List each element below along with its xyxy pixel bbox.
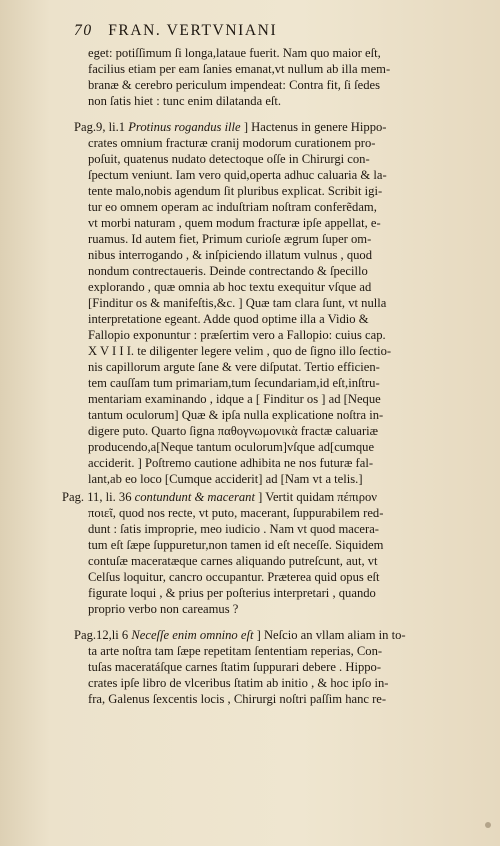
text-line	[88, 569, 380, 585]
text-line	[88, 521, 379, 537]
line-text: figurate loqui , & prius per poſterius interpretari , quando	[88, 586, 376, 600]
text-line	[88, 471, 363, 487]
line-text: facilius etiam per eam ſanies emanat,vt nullum ab illa mem-	[88, 62, 391, 76]
commentary-entry-start	[74, 627, 406, 643]
text-line	[88, 343, 391, 359]
text-line	[88, 183, 382, 199]
text-line	[88, 407, 383, 423]
running-title: FRAN. VERTVNIANI	[108, 22, 278, 39]
line-text: ta arte noſtra tam ſæpe repetitam ſententiam reperias, Con-	[88, 644, 383, 658]
lemma: Protinus rogandus ille	[128, 120, 241, 134]
line-text: tem cauſſam tum primariam,tum ſecundariam,id eſt,inſtru-	[88, 376, 380, 390]
text-line	[88, 45, 381, 61]
line-text: lant,ab eo loco [Cumque acciderit] ad [Nam vt a telis.]	[88, 472, 363, 486]
text-line	[88, 423, 378, 439]
line-text: digere puto. Quarto ſigna παθογνωμονικὰ fractæ caluariæ	[88, 424, 379, 438]
line-text: nibus interrogando , & inſpiciendo illatum vulnus , quod	[88, 248, 373, 262]
page-reference: Pag.9, li.1	[74, 120, 126, 134]
text-line	[88, 311, 369, 327]
text-line	[88, 375, 380, 391]
text-line	[88, 135, 375, 151]
text-line	[88, 151, 370, 167]
text-line	[88, 359, 380, 375]
line-text: Celſus loquitur, cancro occupantur. Præterea quid opus eſt	[88, 570, 380, 584]
line-text: proprio verbo non careamus ?	[88, 602, 239, 616]
lemma: contundunt & macerant	[134, 490, 255, 504]
text-line	[88, 537, 383, 553]
line-text: nis capillorum argute ſane & vere diſputat. Tertio efficien-	[88, 360, 380, 374]
line-text: tantum oculorum] Quæ & ipſa nulla explicatione noſtra in-	[88, 408, 384, 422]
text-line	[88, 93, 281, 109]
text-line	[88, 455, 373, 471]
text-line	[88, 659, 381, 675]
text-line	[88, 505, 383, 521]
line-text: explorando , quæ omnia ab hoc textu exequitur vſque ad	[88, 280, 372, 294]
page-reference: Pag. 11, li. 36	[62, 490, 132, 504]
line-text: tum eſt ſæpe ſuppuretur,non tamen id eſt neceſſe. Siquidem	[88, 538, 384, 552]
line-text: Fallopio exponuntur : præſertim vero a Fallopio: cuius cap.	[88, 328, 386, 342]
text-line	[88, 77, 380, 93]
page-number: 70	[74, 22, 93, 39]
line-text: tur eo omnem operam ac induſtriam noſtram conferẽdam,	[88, 200, 377, 214]
text-line	[88, 231, 371, 247]
commentary-entry-start	[74, 119, 387, 135]
page-reference: Pag.12,li 6	[74, 628, 129, 642]
text-line	[88, 215, 381, 231]
line-text: ] Neſcio an vllam aliam in to-	[256, 628, 406, 642]
line-text: [Finditur os & manifeſtis,&c. ] Quæ tam clara ſunt, vt nulla	[88, 296, 387, 310]
text-line	[88, 263, 368, 279]
line-text: ſpectum veniunt. Iam vero quid,operta adhuc caluaria & la-	[88, 168, 387, 182]
text-line	[88, 691, 386, 707]
text-line	[88, 601, 238, 617]
text-line	[88, 391, 381, 407]
text-line	[88, 585, 376, 601]
line-text: poſuit, quatenus nudato detectoque oſſe in Chirurgi con-	[88, 152, 370, 166]
text-line	[88, 279, 371, 295]
text-line	[88, 439, 374, 455]
line-text: tente malo,nobis agendum ſit pluribus explicat. Scribit igi-	[88, 184, 383, 198]
text-line	[88, 675, 388, 691]
line-text: ποιεῖ, quod nos recte, vt puto, macerant, ſuppurabilem red-	[88, 506, 384, 520]
text-line	[88, 553, 378, 569]
line-text: nondum contrectaueris. Deinde contrectando & ſpecillo	[88, 264, 368, 278]
line-text: crates ipſe libro de vlceribus ſtatim ab initio , & hoc ipſo in-	[88, 676, 389, 690]
text-line	[88, 61, 390, 77]
line-text: interpretatione egeant. Adde quod optime illa a Vidio &	[88, 312, 369, 326]
text-line	[88, 643, 382, 659]
line-text: producendo,a[Neque tantum oculorum]vſque ad[cumque	[88, 440, 375, 454]
line-text: ] Hactenus in genere Hippo-	[243, 120, 387, 134]
line-text: X V I I I. te diligenter legere velim , quo de ſigno illo ſectio-	[88, 344, 392, 358]
running-header	[74, 22, 277, 40]
lemma: Neceſſe enim omnino eſt	[131, 628, 254, 642]
text-line	[88, 295, 386, 311]
line-text: non ſatis hiet : tunc enim dilatanda eſt.	[88, 94, 282, 108]
text-line	[88, 167, 387, 183]
text-line	[88, 199, 377, 215]
line-text: crates omnium fracturæ cranij modorum curationem pro-	[88, 136, 376, 150]
line-text: dunt : ſatis improprie, meo iudicio . Nam vt quod macera-	[88, 522, 379, 536]
text-line	[88, 327, 386, 343]
line-text: mentariam examinando , idque a [ Finditur os ] ad [Neque	[88, 392, 381, 406]
line-text: contuſæ maceratæque carnes aliquando putreſcunt, aut, vt	[88, 554, 378, 568]
line-text: ] Vertit quidam πέπιρον	[258, 490, 377, 504]
line-text: eget: potiſſimum ſi longa,lataue fuerit. Nam quo maior eſt,	[88, 46, 381, 60]
line-text: branæ & cerebro periculum impendeat: Contra fit, ſi ſedes	[88, 78, 381, 92]
library-stamp-dot	[485, 822, 491, 828]
line-text: fra, Galenus ſexcentis locis , Chirurgi noſtri paſſim hanc re-	[88, 692, 387, 706]
line-text: tuſas maceratáſque carnes ſtatim ſuppurari debere . Hippo-	[88, 660, 382, 674]
line-text: vt morbi naturam , quem modum fracturæ ipſe appellat, e-	[88, 216, 381, 230]
line-text: acciderit. ] Poſtremo cautione adhibita ne nos futuræ fal-	[88, 456, 374, 470]
commentary-entry-start	[62, 489, 377, 505]
text-line	[88, 247, 372, 263]
line-text: ruamus. Id autem fiet, Primum curioſe ægrum ſuper om-	[88, 232, 372, 246]
